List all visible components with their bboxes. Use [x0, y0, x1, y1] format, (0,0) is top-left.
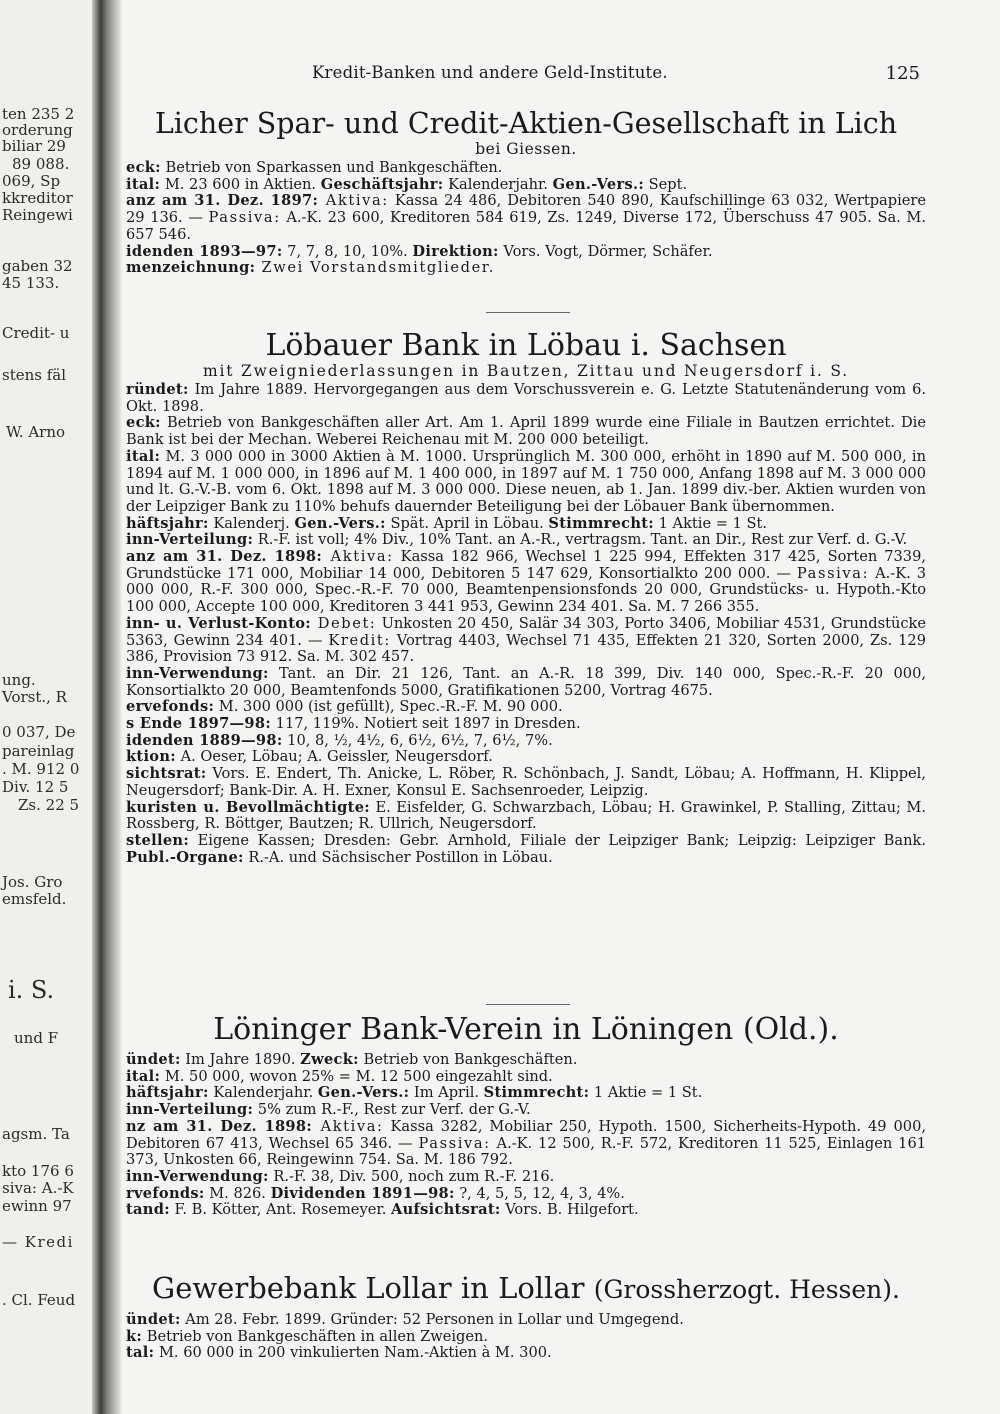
entry-paragraph: inn- u. Verlust-Konto: Debet: Unkosten 20 450, Salär 34 303, Porto 3406, Mobiliar 4531, Grundstücke 5363, Gewinn 234 401. — Kredit: Vortrag 4403, Wechsel 71 435, Effekten 21 320, Sorten 2000, Zs. 129 386, Provision 73 912. Sa. M. 302 457. [126, 614, 927, 666]
entry-paragraph: tand: F. B. Kötter, Ant. Rosemeyer. Aufsichtsrat: Vors. B. Hilgefort. [126, 1201, 639, 1219]
left-fragment: kto 176 6 [2, 1162, 74, 1180]
left-fragment: orderung [2, 121, 73, 139]
entry-paragraph: inn-Verwendung: Tant. an Dir. 21 126, Tant. an A.-R. 18 399, Div. 140 000, Spec.-R.-F. 20 000, Konsortialkto 20 000, Beamtenfonds 5000, Gratifikationen 5200, Vortrag 4675. [126, 664, 926, 699]
left-fragment: — Kredi [2, 1233, 74, 1251]
left-fragment: 069, Sp [2, 172, 61, 190]
entry-paragraph: stellen: Eigene Kassen; Dresden: Gebr. Arnhold, Filiale der Leipziger Bank; Leipzig: Leipziger Bank. Publ.-Organe: R.-A. und Sächsischer Postillon in Löbau. [126, 831, 926, 866]
entry-paragraph: k: Betrieb von Bankgeschäften in allen Zweigen. [126, 1327, 489, 1345]
entry-paragraph: ründet: Im Jahre 1889. Hervorgegangen aus dem Vorschussverein e. G. Letzte Statutenänderung vom 6. Okt. 1898. [126, 381, 926, 415]
left-fragment: ewinn 97 [2, 1197, 72, 1215]
entry-title: Löninger Bank-Verein in Löningen (Old.). [213, 1012, 839, 1047]
entry-body [126, 1052, 926, 1219]
left-fragment: ten 235 2 [2, 105, 75, 123]
entry-loeninger-bank-verein [126, 1012, 926, 1219]
entry-paragraph: idenden 1889—98: 10, 8, ½, 4½, 6, 6½, 6½, 7, 6½, 7%. [126, 731, 553, 749]
entry-paragraph: menzeichnung: Zwei Vorstandsmitglieder. [126, 259, 496, 277]
left-fragment: siva: A.-K [2, 1179, 74, 1197]
entry-paragraph: inn-Verwendung: R.-F. 38, Div. 500, noch zum R.-F. 216. [126, 1167, 555, 1185]
entry-body [126, 382, 926, 866]
left-fragment: agsm. Ta [2, 1125, 70, 1143]
left-fragment: . Cl. Feud [2, 1291, 76, 1309]
section-divider [486, 312, 570, 313]
left-fragment: stens fäl [2, 366, 67, 384]
left-fragment: pareinlag [2, 742, 75, 760]
left-fragment: Vorst., R [2, 688, 67, 706]
entry-paragraph: anz am 31. Dez. 1897: Aktiva: Kassa 24 486, Debitoren 540 890, Kaufschillinge 63 032, Wertpapiere 29 136. — Passiva: A.-K. 23 600, Kreditoren 584 619, Zs. 1249, Diverse 172, Überschuss 47 905. Sa. M. 657 546. [126, 192, 927, 243]
entry-paragraph: eck: Betrieb von Bankgeschäften aller Art. Am 1. April 1899 wurde eine Filiale in Bautzen errichtet. Die Bank ist bei der Mechan. Weberei Reichenau mit M. 200 000 beteiligt. [126, 414, 926, 449]
entry-title: Löbauer Bank in Löbau i. Sachsen [265, 328, 787, 363]
left-fragment: kkreditor [2, 189, 73, 207]
left-fragment: 89 088. [12, 155, 70, 173]
left-fragment: ung. [2, 671, 36, 689]
entry-paragraph: eck: Betrieb von Sparkassen und Bankgeschäften. [126, 159, 503, 176]
entry-subtitle: mit Zweigniederlassungen in Bautzen, Zittau und Neugersdorf i. S. [203, 362, 849, 380]
entry-paragraph: anz am 31. Dez. 1898: Aktiva: Kassa 182 966, Wechsel 1 225 994, Effekten 317 425, Sorten 7339, Grundstücke 171 000, Mobiliar 14 000, Debitoren 5 147 629, Konsortialkto 200 000. — Passiva: A.-K. 3 000 000, R.-F. 300 000, Spec.-R.-F. 70 000, Beamtenpensionsfonds 20 000, Grundstücks- u. Hypoth.-Kto 100 000, Accepte 100 000, Kreditoren 3 441 953, Gewinn 234 401. Sa. M. 7 266 355. [126, 548, 927, 616]
entry-paragraph: ündet: Im Jahre 1890. Zweck: Betrieb von Bankgeschäften. [126, 1051, 578, 1068]
entry-title [126, 1270, 926, 1308]
entry-title-region: (Grossherzogt. Hessen). [593, 1275, 900, 1304]
entry-paragraph: ital: M. 3 000 000 in 3000 Aktien à M. 1000. Ursprünglich M. 300 000, erhöht in 1890 auf M. 500 000, in 1894 auf M. 1 000 000, in 1896 auf M. 1 400 000, in 1897 auf M. 1 750 000, Anfang 1898 auf M. 3 000 000 und lt. G.-V.-B. vom 6. Okt. 1898 auf M. 3 000 000. Diese neuen, ab 1. Jan. 1899 div.-ber. Aktien wurden von der Leipziger Bank zu 110% behufs dauernder Beteiligung bei der Löbauer Bank übernommen. [126, 447, 926, 515]
left-fragment: Zs. 22 5 [18, 796, 80, 814]
left-fragment: Div. 12 5 [2, 778, 69, 796]
entry-paragraph: sichtsrat: Vors. E. Endert, Th. Anicke, L. Röber, R. Schönbach, J. Sandt, Löbau; A. Hoffmann, H. Klippel, Neugersdorf; Bank-Dir. A. H. Exner, Konsul E. Sachsenroeder, Leipzig. [126, 765, 926, 799]
left-fragment: gaben 32 [2, 257, 73, 275]
entry-paragraph: idenden 1893—97: 7, 7, 8, 10, 10%. Direktion: Vors. Vogt, Dörmer, Schäfer. [126, 242, 713, 260]
entry-paragraph: s Ende 1897—98: 117, 119%. Notiert seit 1897 in Dresden. [126, 715, 581, 733]
entry-loebauer-bank [126, 328, 926, 866]
entry-gewerbebank-lollar [126, 1270, 926, 1362]
entry-licher-spar-und-credit [126, 106, 926, 277]
entry-paragraph: tal: M. 60 000 in 200 vinkulierten Nam.-Aktien à M. 300. [126, 1344, 552, 1362]
entry-paragraph: ktion: A. Oeser, Löbau; A. Geissler, Neugersdorf. [126, 748, 493, 766]
left-fragment: Credit- u [2, 324, 70, 342]
running-head [126, 63, 926, 87]
entry-paragraph: nz am 31. Dez. 1898: Aktiva: Kassa 3282, Mobiliar 250, Hypoth. 1500, Sicherheits-Hypoth. 49 000, Debitoren 67 413, Wechsel 65 346. — Passiva: A.-K. 12 500, R.-F. 572, Kreditoren 11 525, Einlagen 161 373, Unkosten 66, Reingewinn 754. Sa. M. 186 792. [126, 1117, 927, 1169]
entry-paragraph: ital: M. 50 000, wovon 25% = M. 12 500 eingezahlt sind. [126, 1067, 553, 1085]
left-fragment: i. S. [8, 976, 55, 1004]
entry-paragraph: ital: M. 23 600 in Aktien. Geschäftsjahr: Kalenderjahr. Gen.-Vers.: Sept. [126, 175, 688, 193]
book-gutter-shadow [92, 0, 122, 1414]
left-page-fragment [0, 0, 92, 1414]
entry-paragraph: rvefonds: M. 826. Dividenden 1891—98: ?, 4, 5, 5, 12, 4, 3, 4%. [126, 1184, 625, 1202]
left-fragment: Jos. Gro [2, 873, 63, 891]
entry-paragraph: häftsjahr: Kalenderj. Gen.-Vers.: Spät. April in Löbau. Stimmrecht: 1 Aktie = 1 St. [126, 514, 768, 532]
entry-title: Licher Spar- und Credit-Aktien-Gesellschaft in Lich [154, 107, 898, 140]
entry-body [126, 1312, 926, 1362]
left-fragment: und F [14, 1029, 59, 1047]
entry-subtitle: bei Giessen. [475, 140, 577, 158]
left-fragment: biliar 29 [2, 137, 66, 155]
left-fragment: 45 133. [2, 274, 60, 292]
section-divider [486, 1004, 570, 1005]
left-fragment: emsfeld. [2, 890, 67, 908]
entry-paragraph: inn-Verteilung: 5% zum R.-F., Rest zur Verf. der G.-V. [126, 1101, 531, 1119]
entry-body [126, 160, 926, 277]
entry-title-main: Gewerbebank Lollar in Lollar [152, 1271, 585, 1305]
entry-paragraph: kuristen u. Bevollmächtigte: E. Eisfelder, G. Schwarzbach, Löbau; H. Grawinkel, P. Stalling, Zittau; M. Rossberg, R. Böttger, Bautzen; R. Ullrich, Neugersdorf. [126, 798, 926, 833]
entry-paragraph: ervefonds: M. 300 000 (ist gefüllt), Spec.-R.-F. M. 90 000. [126, 698, 563, 716]
left-fragment: 0 037, De [2, 723, 76, 741]
entry-paragraph: ündet: Am 28. Febr. 1899. Gründer: 52 Personen in Lollar und Umgegend. [126, 1311, 684, 1328]
entry-paragraph: häftsjahr: Kalenderjahr. Gen.-Vers.: Im April. Stimmrecht: 1 Aktie = 1 St. [126, 1084, 703, 1102]
left-fragment: Reingewi [2, 206, 73, 224]
entry-paragraph: inn-Verteilung: R.-F. ist voll; 4% Div., 10% Tant. an A.-R., vertragsm. Tant. an Dir., Rest zur Verf. d. G.-V. [126, 531, 908, 549]
running-head-title: Kredit-Banken und andere Geld-Institute. [312, 63, 668, 82]
page-number: 125 [885, 63, 920, 84]
left-fragment: . M. 912 0 [2, 760, 80, 778]
left-fragment: W. Arno [6, 423, 66, 441]
